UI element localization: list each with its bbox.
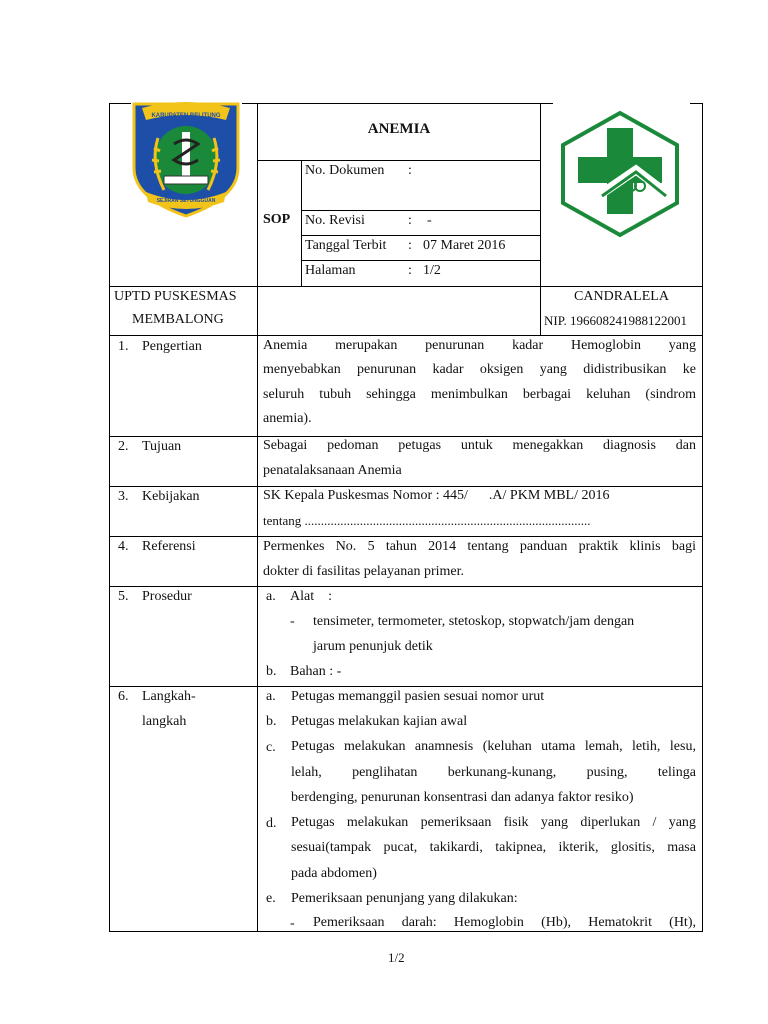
org-name-line1: UPTD PUSKESMAS	[114, 289, 237, 304]
word: yang	[668, 815, 696, 830]
issue-date-label: Tanggal Terbit	[305, 238, 387, 253]
document-title: ANEMIA	[367, 121, 431, 137]
word: 5	[367, 539, 375, 554]
kebijakan-line: tentang ........................................................................................	[263, 513, 591, 528]
kebijakan-line: SK Kepala Puskesmas Nomor : 445/ .A/ PKM MBL/ 2016	[263, 488, 610, 503]
alat-heading: Alat :	[290, 589, 332, 604]
row-number: 2.	[118, 439, 129, 454]
word: Hemoglobin	[570, 338, 641, 353]
word: penurunan	[357, 362, 417, 377]
row-label-pengertian: Pengertian	[142, 339, 202, 354]
svg-text:KABUPATEN BELITUNG: KABUPATEN BELITUNG	[151, 113, 221, 119]
dash-marker: -	[290, 916, 295, 931]
word: telinga	[657, 765, 696, 780]
word: pemeriksaan	[420, 815, 492, 830]
sop-label: SOP	[263, 212, 291, 227]
word: (Hb),	[541, 915, 572, 930]
revision-value: -	[427, 213, 432, 228]
referensi-line	[263, 539, 696, 555]
word: berkunang-kunang,	[447, 765, 557, 780]
word: seluruh	[263, 387, 305, 402]
word: Hematokrit	[588, 915, 652, 930]
word: Permenkes	[263, 539, 325, 554]
step-d-line	[291, 815, 696, 831]
row-label-referensi: Referensi	[142, 539, 196, 554]
issue-date-value: 07 Maret 2016	[423, 238, 506, 253]
word: (keluhan	[482, 739, 532, 754]
row-number: 3.	[118, 489, 129, 504]
word: utama	[541, 739, 576, 754]
page-separator: :	[408, 263, 412, 278]
word: Petugas	[291, 739, 335, 754]
word: (sindrom	[645, 387, 696, 402]
list-marker: a.	[266, 689, 276, 704]
word: anamnesis	[414, 739, 474, 754]
word: No.	[335, 539, 357, 554]
word: melakukan	[344, 739, 406, 754]
word: kadar	[432, 362, 464, 377]
word: sesuai(tampak	[291, 840, 372, 855]
step-text: Petugas memanggil pasien sesuai nomor urut	[291, 689, 545, 704]
tujuan-line: penatalaksanaan Anemia	[263, 463, 402, 478]
word: penglihatan	[352, 765, 418, 780]
word: lemah,	[584, 739, 623, 754]
word: yang	[668, 338, 696, 353]
step-d-line	[291, 840, 696, 856]
word: diagnosis	[603, 438, 656, 453]
pengertian-line	[263, 338, 696, 354]
page-label: Halaman	[305, 263, 356, 278]
word: ikterik,	[558, 840, 599, 855]
word: Anemia	[263, 338, 308, 353]
word: glositis,	[610, 840, 655, 855]
word: takikardi,	[429, 840, 483, 855]
word: (Ht),	[669, 915, 696, 930]
step-text: Pemeriksaan penunjang yang dilakukan:	[291, 891, 518, 906]
word: 2014	[428, 539, 457, 554]
word: tubuh	[319, 387, 352, 402]
step-text: Petugas melakukan kajian awal	[291, 714, 468, 729]
step-e-sub-line	[313, 915, 696, 931]
word: melakukan	[346, 815, 409, 830]
row-label-prosedur: Prosedur	[142, 589, 192, 604]
list-marker: d.	[266, 816, 277, 831]
referensi-line: dokter di fasilitas pelayanan primer.	[263, 564, 464, 579]
word: Hemoglobin	[453, 915, 524, 930]
pengertian-line: anemia).	[263, 411, 312, 426]
word: praktik	[578, 539, 619, 554]
word: oksigen	[479, 362, 524, 377]
list-marker: c.	[266, 740, 276, 755]
word: Petugas	[291, 815, 335, 830]
word: lelah,	[291, 765, 322, 780]
word: panduan	[519, 539, 568, 554]
step-c-line	[291, 739, 696, 755]
row-label-tujuan: Tujuan	[142, 439, 182, 454]
regency-logo	[128, 98, 244, 218]
word: ke	[682, 362, 696, 377]
dash-marker: -	[290, 614, 295, 629]
alat-line: jarum penunjuk detik	[313, 639, 433, 654]
step-d-line: pada abdomen)	[291, 866, 377, 881]
pengertian-line	[263, 387, 696, 403]
word: yang	[539, 362, 567, 377]
alat-line: tensimeter, termometer, stetoskop, stopwatch/jam dengan	[313, 614, 635, 629]
word: yang	[540, 815, 569, 830]
row-label-kebijakan: Kebijakan	[142, 489, 200, 504]
word: penurunan	[425, 338, 485, 353]
list-marker: a.	[266, 589, 276, 604]
word: kadar	[512, 338, 544, 353]
word: menyebabkan	[263, 362, 341, 377]
word: menegakkan	[512, 438, 584, 453]
word: tentang	[467, 539, 509, 554]
word: berbagai	[522, 387, 572, 402]
word: bagi	[671, 539, 696, 554]
step-c-line: berdenging, penurunan konsentrasi dan adanya faktor resiko)	[291, 790, 634, 805]
word: Sebagai	[263, 438, 308, 453]
signer-nip: NIP. 196608241988122001	[544, 313, 688, 328]
word: merupakan	[335, 338, 398, 353]
page-value: 1/2	[423, 263, 441, 278]
issue-date-separator: :	[408, 238, 412, 253]
word: klinis	[629, 539, 661, 554]
revision-label: No. Revisi	[305, 213, 365, 228]
word: dan	[675, 438, 696, 453]
bahan-line: Bahan : -	[290, 664, 342, 679]
word: lesu,	[669, 739, 696, 754]
word: pedoman	[327, 438, 379, 453]
doc-no-label: No. Dokumen	[305, 163, 385, 178]
word: diperlukan	[580, 815, 641, 830]
word: petugas	[398, 438, 442, 453]
doc-no-separator: :	[408, 163, 412, 178]
tujuan-line	[263, 438, 696, 454]
word: /	[652, 815, 657, 830]
revision-separator: :	[408, 213, 412, 228]
word: tahun	[385, 539, 417, 554]
org-name-line2: MEMBALONG	[132, 312, 224, 327]
list-marker: e.	[266, 891, 276, 906]
row-label-langkah: langkah	[142, 714, 187, 729]
word: pusing,	[586, 765, 628, 780]
word: didistribusikan	[583, 362, 667, 377]
puskesmas-logo	[558, 110, 682, 238]
row-number: 1.	[118, 339, 129, 354]
word: letih,	[632, 739, 661, 754]
pengertian-line	[263, 362, 696, 378]
word: takipnea,	[495, 840, 547, 855]
word: Pemeriksaan	[313, 915, 385, 930]
word: masa	[667, 840, 696, 855]
svg-text:SEJIRAN SETUNGGUAN: SEJIRAN SETUNGGUAN	[156, 198, 216, 204]
row-label-langkah: Langkah-	[142, 689, 196, 704]
word: sehingga	[366, 387, 416, 402]
word: darah:	[401, 915, 437, 930]
word: untuk	[460, 438, 493, 453]
row-number: 5.	[118, 589, 129, 604]
row-number: 6.	[118, 689, 129, 704]
word: keluhan	[586, 387, 631, 402]
word: menimbulkan	[430, 387, 508, 402]
page-number: 1/2	[388, 950, 405, 965]
list-marker: b.	[266, 714, 277, 729]
word: pucat,	[383, 840, 418, 855]
list-marker: b.	[266, 664, 277, 679]
word: fisik	[503, 815, 529, 830]
signer-name: CANDRALELA	[574, 289, 669, 304]
row-number: 4.	[118, 539, 129, 554]
step-c-line	[291, 765, 696, 781]
